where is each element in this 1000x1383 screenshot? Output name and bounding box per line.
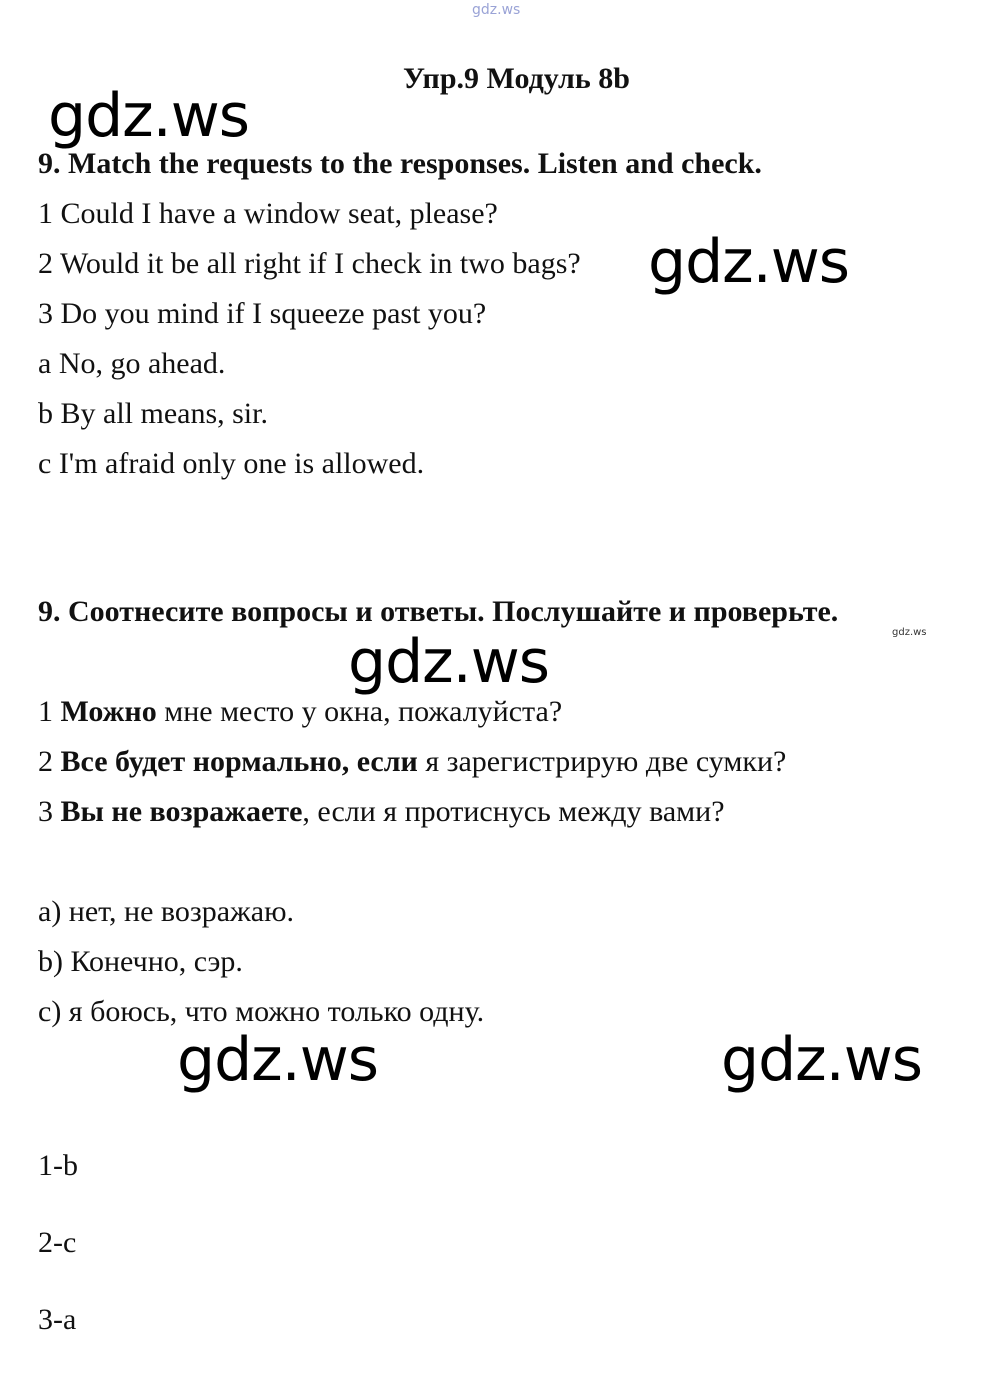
- request-number: 3: [38, 795, 61, 828]
- watermark-small: gdz.ws: [892, 627, 927, 638]
- russian-response: c) я боюсь, что можно только одну.: [38, 995, 485, 1028]
- watermark-top: gdz.ws: [472, 2, 521, 18]
- request-rest: , если я протиснусь между вами?: [302, 795, 725, 828]
- english-response: a No, go ahead.: [38, 347, 226, 380]
- page-title: Упр.9 Модуль 8b: [403, 62, 630, 95]
- request-key-phrase: Вы не возражаете: [60, 795, 303, 828]
- request-number: 1: [38, 695, 61, 728]
- watermark-logo: gdz.ws: [348, 627, 550, 697]
- russian-request: [38, 694, 562, 730]
- watermark-logo: gdz.ws: [48, 81, 250, 151]
- english-response: c I'm afraid only one is allowed.: [38, 447, 425, 480]
- request-rest: мне место у окна, пожалуйста?: [156, 695, 563, 728]
- english-response: b By all means, sir.: [38, 397, 268, 430]
- answer-item: 3-a: [38, 1303, 77, 1336]
- watermark-logo: gdz.ws: [721, 1025, 923, 1095]
- english-request: 3 Do you mind if I squeeze past you?: [38, 297, 487, 330]
- russian-heading: 9. Соотнесите вопросы и ответы. Послушайте и проверьте.: [38, 595, 839, 628]
- russian-response: а) нет, не возражаю.: [38, 895, 294, 928]
- watermark-logo: gdz.ws: [177, 1025, 379, 1095]
- russian-request: [38, 794, 725, 830]
- answer-item: 1-b: [38, 1149, 78, 1182]
- request-key-phrase: Все будет нормально, если: [60, 745, 418, 778]
- answer-item: 2-c: [38, 1226, 77, 1259]
- english-request: 1 Could I have a window seat, please?: [38, 197, 498, 230]
- request-number: 2: [38, 745, 61, 778]
- request-rest: я зарегистрирую две сумки?: [417, 745, 787, 778]
- english-heading: 9. Match the requests to the responses. Listen and check.: [38, 147, 762, 180]
- russian-request: [38, 744, 786, 780]
- request-key-phrase: Можно: [60, 695, 157, 728]
- watermark-logo: gdz.ws: [648, 227, 850, 297]
- russian-response: b) Конечно, сэр.: [38, 945, 243, 978]
- english-request: 2 Would it be all right if I check in two bags?: [38, 247, 581, 280]
